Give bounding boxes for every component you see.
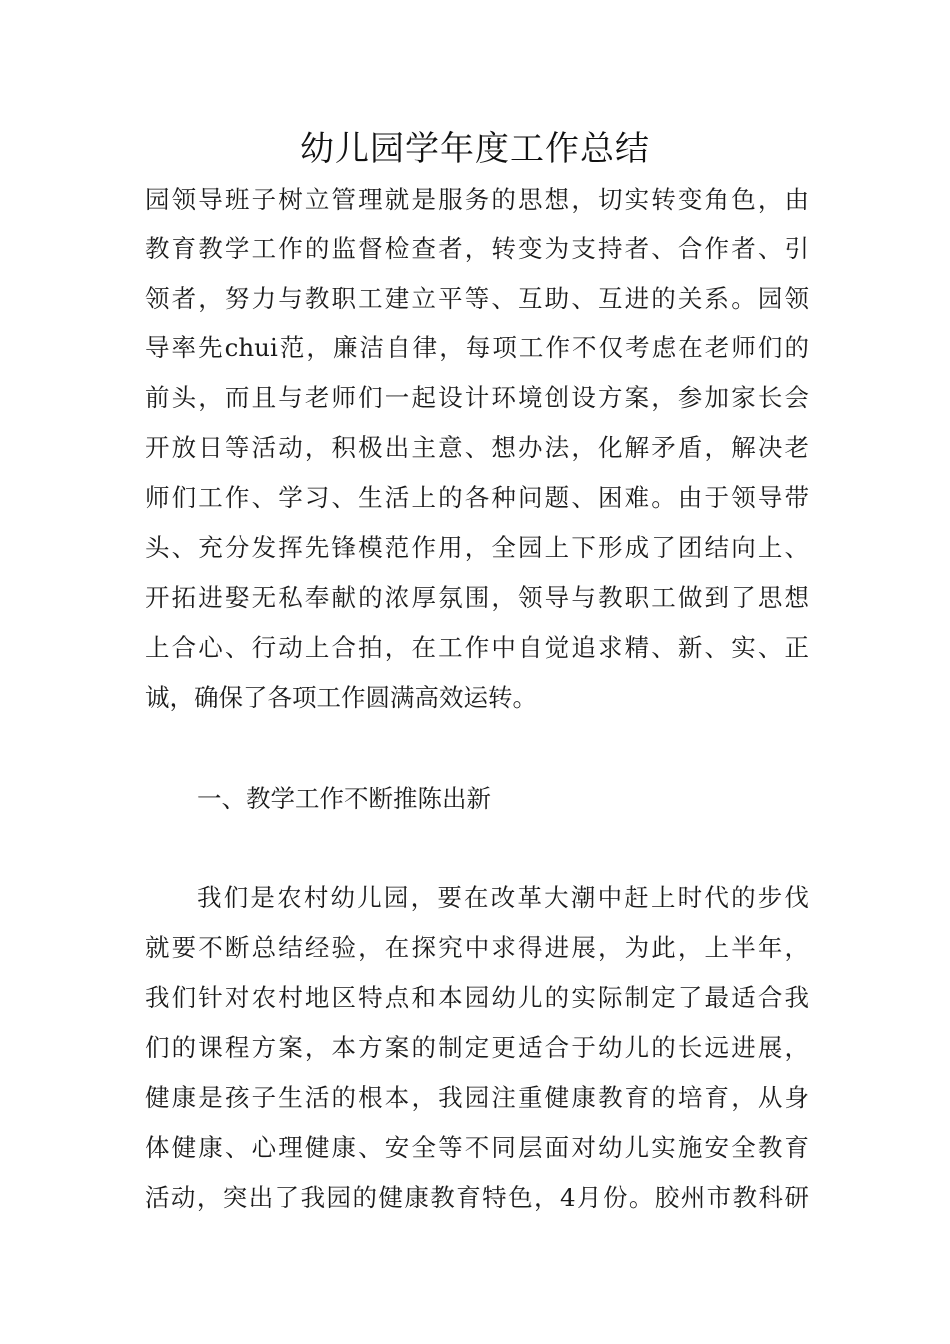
document-title: 幼儿园学年度工作总结	[300, 129, 650, 169]
paragraph-line: 导率先chui范，廉洁自律，每项工作不仅考虑在老师们的	[145, 333, 809, 362]
paragraph-line: 开放日等活动，积极出主意、想办法，化解矛盾，解决老	[145, 433, 809, 462]
paragraph-line: 我们针对农村地区特点和本园幼儿的实际制定了最适合我	[145, 983, 809, 1012]
paragraph-line: 就要不断总结经验，在探究中求得进展，为此，上半年，	[145, 933, 809, 962]
paragraph-line: 诚，确保了各项工作圆满高效运转。	[145, 683, 537, 712]
paragraph-line: 头、充分发挥先锋模范作用，全园上下形成了团结向上、	[145, 533, 809, 562]
paragraph-line: 开拓进娶无私奉献的浓厚氛围，领导与教职工做到了思想	[145, 583, 809, 612]
paragraph-line: 领者，努力与教职工建立平等、互助、互进的关系。园领	[145, 284, 809, 313]
paragraph-line: 教育教学工作的监督检查者，转变为支持者、合作者、引	[145, 234, 809, 263]
paragraph-line: 健康是孩子生活的根本，我园注重健康教育的培育，从身	[145, 1083, 809, 1112]
paragraph-line: 前头，而且与老师们一起设计环境创设方案，参加家长会	[145, 383, 809, 412]
paragraph-line: 们的课程方案，本方案的制定更适合于幼儿的长远进展，	[145, 1033, 809, 1062]
paragraph-line: 体健康、心理健康、安全等不同层面对幼儿实施安全教育	[145, 1133, 809, 1162]
paragraph-line: 我们是农村幼儿园，要在改革大潮中赶上时代的步伐	[197, 883, 809, 912]
paragraph-line: 园领导班子树立管理就是服务的思想，切实转变角色，由	[145, 185, 809, 214]
section-heading: 一、教学工作不断推陈出新	[197, 784, 491, 813]
paragraph-line: 活动，突出了我园的健康教育特色，4月份。胶州市教科研	[145, 1183, 809, 1212]
paragraph-line: 师们工作、学习、生活上的各种问题、困难。由于领导带	[145, 483, 809, 512]
paragraph-line: 上合心、行动上合拍，在工作中自觉追求精、新、实、正	[145, 633, 809, 662]
